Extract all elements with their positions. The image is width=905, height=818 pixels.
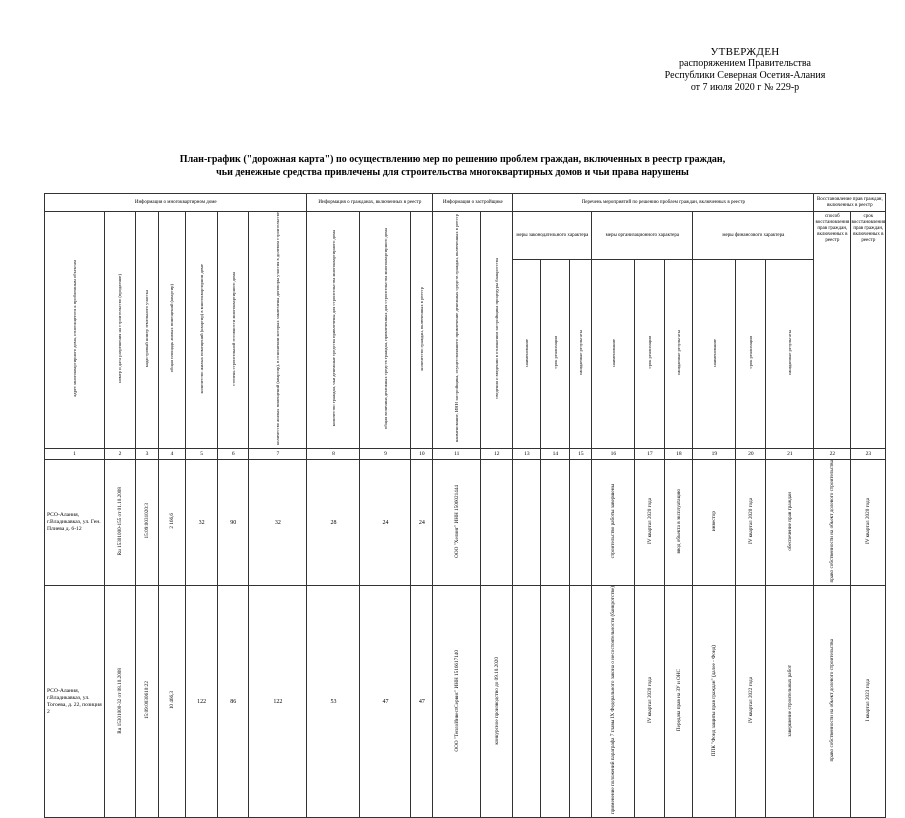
col-6-header: степень строительной готовности многоквартирного дома [218, 212, 249, 449]
cell-bankruptcy: конкурсное производство до 09.10.2020 [481, 586, 513, 818]
col-number: 8 [307, 448, 360, 459]
cell-m20: IV квартал 2020 года [736, 459, 766, 586]
col-number: 14 [541, 448, 570, 459]
col-number: 18 [665, 448, 693, 459]
cell-citizens: 53 [307, 586, 360, 818]
cell-funds: 24 [360, 459, 411, 586]
cell-m21: обеспечение прав граждан [766, 459, 814, 586]
cell-address: РСО-Алания, г.Владикавказ, ул. Тогоева, д. 22, позиция 2 [45, 586, 105, 818]
col-number: 1 [45, 448, 105, 459]
group-measures: Перечень мероприятий по решению проблем граждан, включенных в реестр [513, 194, 814, 212]
cell-area: 10 466,3 [159, 586, 186, 818]
cell-m13 [513, 586, 541, 818]
cell-flats: 122 [186, 586, 218, 818]
cell-m22: право собственности на объект долевого строительства [814, 459, 851, 586]
col-number: 6 [218, 448, 249, 459]
col-8-header: количество граждан, чьи денежные средства привлечены для строительства многоквартирного дома [307, 212, 360, 449]
cell-m19: ППК "Фонд защиты прав граждан" (далее - Фонд) [693, 586, 736, 818]
col-10-header: количество граждан, включенных в реестр [411, 212, 433, 449]
cell-permit: Ru 15301000-155 от 01.10.2008 [105, 459, 136, 586]
cell-readiness: 86 [218, 586, 249, 818]
col-3-header: кадастровый номер земельного участка [136, 212, 159, 449]
approval-line-1: распоряжением Правительства [679, 58, 811, 69]
col-number: 23 [851, 448, 886, 459]
col-number: 7 [249, 448, 307, 459]
col-2-header: номер и дата разрешения на строительство (продление) [105, 212, 136, 449]
cell-m21: завершение строительных работ [766, 586, 814, 818]
cell-m16: строительство работы завершены [592, 459, 635, 586]
cell-developer: ООО "ТеплоИнвестСервис" ИНН 1516617140 [433, 586, 481, 818]
col-number: 5 [186, 448, 218, 459]
col-23-header: срок восстановления прав граждан, включенных в реестр [851, 212, 886, 449]
col-number: 4 [159, 448, 186, 459]
col-16-header: наименование [592, 260, 635, 449]
col-number: 17 [635, 448, 665, 459]
cell-m14 [541, 586, 570, 818]
cell-readiness: 90 [218, 459, 249, 586]
col-number: 13 [513, 448, 541, 459]
cell-m17: IV квартал 2020 года [635, 459, 665, 586]
col-14-header: срок реализации [541, 260, 570, 449]
col-number: 15 [570, 448, 592, 459]
col-5-header: количество жилых помещений (квартир) в многоквартирном доме [186, 212, 218, 449]
cell-m16: применение положений параграфа 7 главы IX Федерального закона о несостоятельности (банкротстве) [592, 586, 635, 818]
col-number: 19 [693, 448, 736, 459]
cell-m14 [541, 459, 570, 586]
title-line-1: План-график ("дорожная карта") по осуществлению мер по решению проблем граждан, включенных в реестр граждан, [179, 154, 726, 165]
column-numbers-row [45, 448, 886, 459]
cell-m23: I квартал 2023 года [851, 586, 886, 818]
cell-m13 [513, 459, 541, 586]
col-number: 20 [736, 448, 766, 459]
col-4-header: общая площадь жилых помещений (квартир) [159, 212, 186, 449]
col-11-header: наименование, ИНН застройщика, осуществлявшего привлечение денежных средств граждан, включенных в реестр [433, 212, 481, 449]
roadmap-table [44, 193, 886, 818]
approval-stamp [600, 46, 890, 94]
approval-line-2: Республики Северная Осетия-Алания [664, 70, 826, 81]
col-number: 9 [360, 448, 411, 459]
col-number: 3 [136, 448, 159, 459]
cell-contracts: 122 [249, 586, 307, 818]
cell-m23: IV квартал 2020 года [851, 459, 886, 586]
group-fin: меры финансового характера [693, 212, 814, 260]
col-9-header: общая величина денежных средств граждан, привлеченных для строительства многоквартирного дома [360, 212, 411, 449]
cell-developer: ООО "Хелинг" ИНН 1506021444 [433, 459, 481, 586]
cell-area: 2 166,6 [159, 459, 186, 586]
cell-flats: 32 [186, 459, 218, 586]
cell-m15 [570, 459, 592, 586]
cell-citizens: 28 [307, 459, 360, 586]
cell-m22: право собственности на объект долевого строительства [814, 586, 851, 818]
table-row [45, 459, 886, 586]
col-13-header: наименование [513, 260, 541, 449]
cell-contracts: 32 [249, 459, 307, 586]
cell-m20: IV квартал 2022 года [736, 586, 766, 818]
col-15-header: ожидаемые результаты [570, 260, 592, 449]
cell-cadastre: 15:09:0030610:22 [136, 586, 159, 818]
group-citizens: Информация о гражданах, включенных в реестр [307, 194, 433, 212]
group-legal: меры законодательного характера [513, 212, 592, 260]
cell-cadastre: 15:09:0031020:3 [136, 459, 159, 586]
col-18-header: ожидаемые результаты [665, 260, 693, 449]
group-building: Информация о многоквартирном доме [45, 194, 307, 212]
col-number: 10 [411, 448, 433, 459]
document-title [40, 153, 865, 179]
cell-registry: 24 [411, 459, 433, 586]
cell-funds: 47 [360, 586, 411, 818]
col-number: 22 [814, 448, 851, 459]
col-number: 11 [433, 448, 481, 459]
cell-permit: Ru 15301000-32 от 08.10.2008 [105, 586, 136, 818]
cell-m17: IV квартал 2020 года [635, 586, 665, 818]
col-7-header: количество жилых помещений (квартир), в отношении которых заключены договоры участия в долевом строительстве [249, 212, 307, 449]
col-1-header: адрес многоквартирного дома, относящегося к проблемным объектам [45, 212, 105, 449]
col-12-header: сведения о введении в отношении застройщика процедуры банкротства [481, 212, 513, 449]
col-21-header: ожидаемые результаты [766, 260, 814, 449]
group-developer: Информация о застройщике [433, 194, 513, 212]
cell-address: РСО-Алания, г.Владикавказ, ул. Ген. Плиева д. 6-12 [45, 459, 105, 586]
col-number: 12 [481, 448, 513, 459]
table-row [45, 586, 886, 818]
cell-registry: 47 [411, 586, 433, 818]
title-line-2: чьи денежные средства привлечены для строительства многоквартирных домов и чьи права нарушены [216, 167, 689, 178]
col-20-header: срок реализации [736, 260, 766, 449]
col-22-header: способ восстановления прав граждан, включенных в реестр [814, 212, 851, 449]
approval-heading: УТВЕРЖДЕН [710, 46, 780, 58]
col-number: 21 [766, 448, 814, 459]
cell-m15 [570, 586, 592, 818]
group-org: меры организационного характера [592, 212, 693, 260]
col-number: 2 [105, 448, 136, 459]
cell-m19: инвестор [693, 459, 736, 586]
approval-line-3: от 7 июля 2020 г № 229-р [690, 82, 800, 93]
cell-bankruptcy [481, 459, 513, 586]
cell-m18: ввод объекта в эксплуатацию [665, 459, 693, 586]
col-number: 16 [592, 448, 635, 459]
group-restoration: Восстановление прав граждан, включенных в реестр [814, 194, 886, 212]
col-19-header: наименование [693, 260, 736, 449]
cell-m18: Передача прав на ЗУ и ОНС [665, 586, 693, 818]
col-17-header: срок реализации [635, 260, 665, 449]
